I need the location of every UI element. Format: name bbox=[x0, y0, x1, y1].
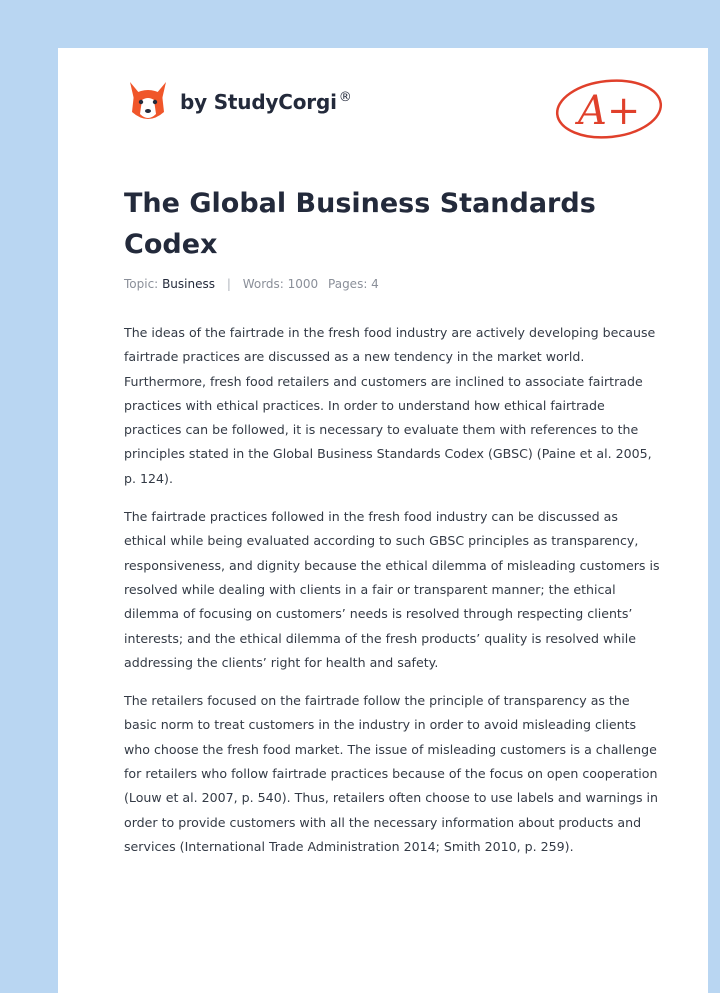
word-count: Words: 1000 bbox=[242, 277, 319, 291]
a-plus-grade-icon bbox=[552, 74, 670, 142]
paragraph: The fairtrade practices followed in the fresh food industry can be discussed as ethical while being evaluated according to such GBSC principles as transparency, responsiveness, and dignity because the ethical dilemma of misleading customers is resolved while dealing with clients in a fair or transparent manner; the ethical dilemma of focusing on customers’ needs is resolved through respecting clients’ interests; and the ethical dilemma of the fresh products’ quality is resolved while addressing the clients’ right for health and safety. bbox=[124, 509, 660, 670]
paragraph: The retailers focused on the fairtrade follow the principle of transparency as the basic norm to treat customers in the industry in order to avoid misleading clients who choose the fresh food market. The issue of misleading customers is a challenge for retailers who follow fairtrade practices because of the focus on open cooperation (Louw et al. 2007, p. 540). Thus, retailers often choose to use labels and warnings in order to provide customers with all the necessary information about products and services (International Trade Administration 2014; Smith 2010, p. 259). bbox=[124, 693, 658, 854]
essay-page bbox=[58, 48, 708, 993]
corgi-icon bbox=[126, 78, 170, 126]
grade-text: A+ bbox=[578, 88, 641, 134]
essay-body bbox=[124, 321, 664, 873]
essay-meta bbox=[124, 277, 379, 291]
meta-separator: | bbox=[226, 277, 231, 291]
brand-name: by StudyCorgi ® bbox=[180, 90, 352, 114]
paragraph: The ideas of the fairtrade in the fresh food industry are actively developing because fairtrade practices are discussed as a new tendency in the market world. Furthermore, fresh food retailers and customers are inclined to associate fairtrade practices with ethical practices. In order to understand how ethical fairtrade practices can be followed, it is necessary to evaluate them with references to the principles stated in the Global Business Standards Codex (GBSC) (Paine et al. 2005, p. 124). bbox=[124, 325, 656, 486]
topic-label: Topic: bbox=[124, 277, 159, 291]
registered-mark: ® bbox=[338, 90, 352, 106]
essay-title: The Global Business Standards Codex bbox=[124, 188, 596, 260]
studycorgi-logo[interactable] bbox=[126, 78, 352, 126]
topic-link[interactable]: Business bbox=[162, 277, 215, 291]
page-count: Pages: 4 bbox=[328, 277, 379, 291]
